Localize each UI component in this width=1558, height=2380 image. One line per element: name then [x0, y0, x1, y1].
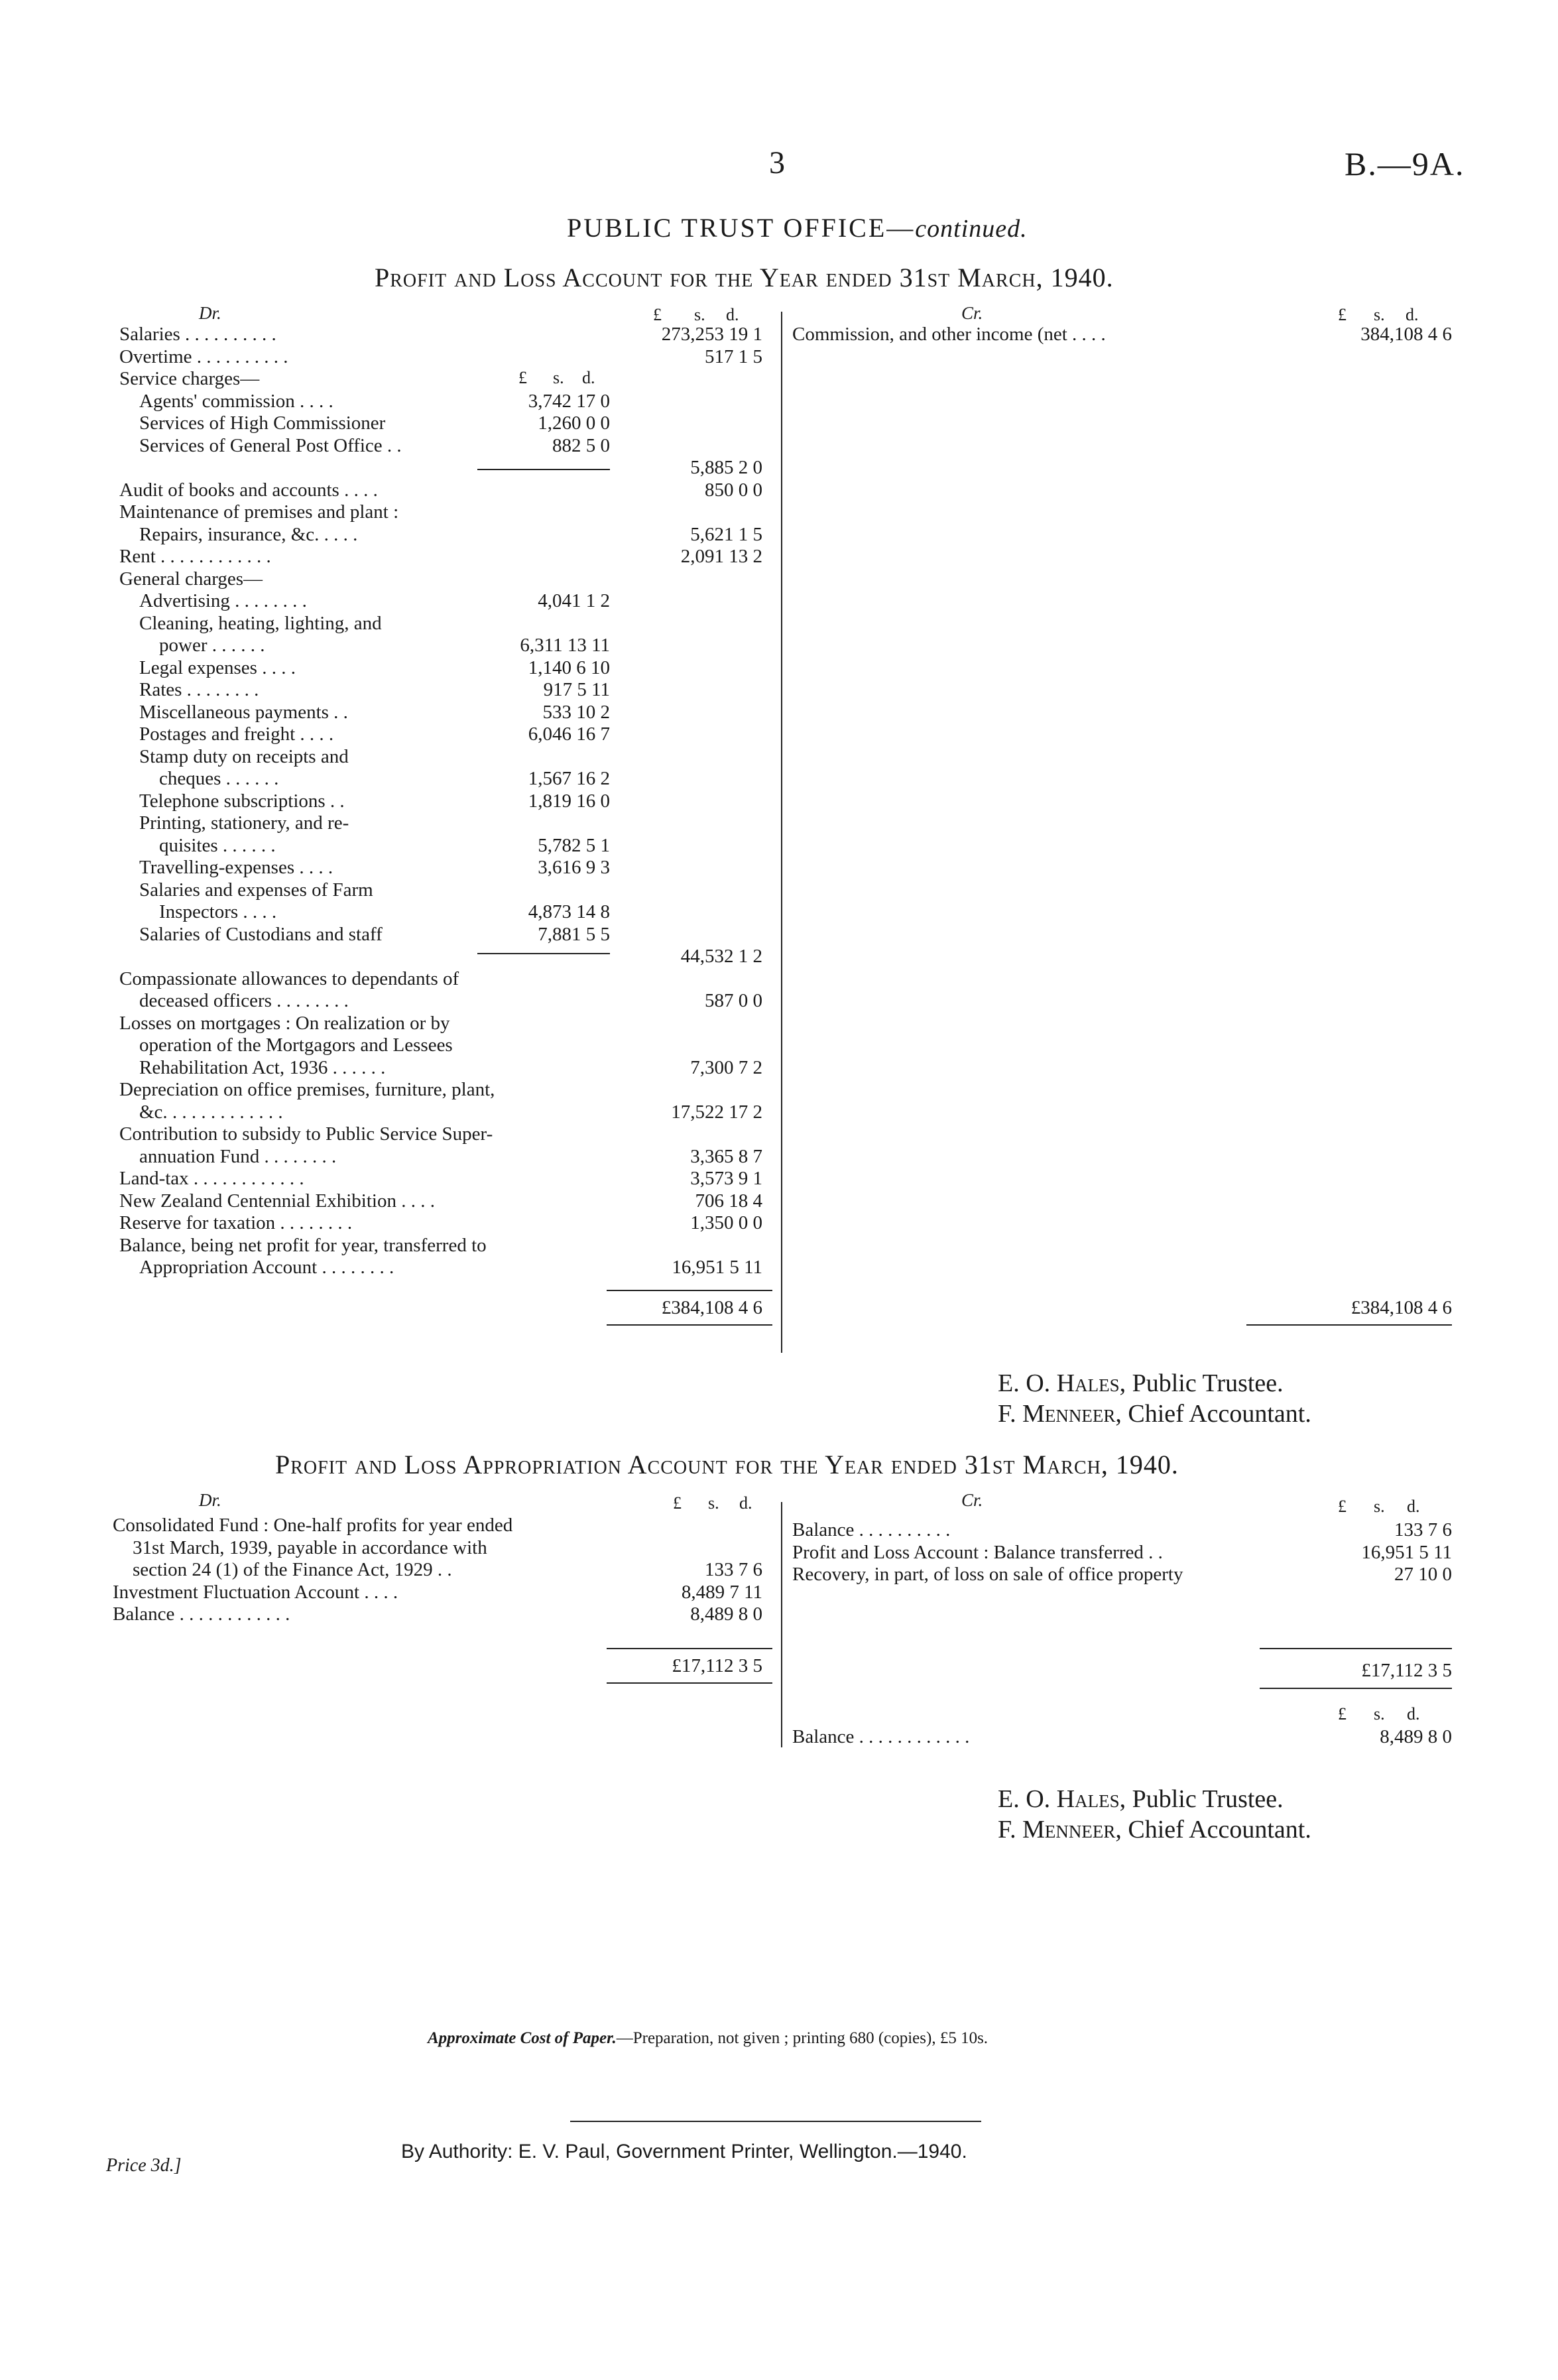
- debit-entry-label: Cleaning, heating, lighting, and: [139, 612, 382, 634]
- sub-pounds-head: £: [518, 368, 527, 387]
- debit-entry-amount: 3,573 9 1: [690, 1168, 762, 1189]
- debit-entry-label: Land-tax . . . . . . . . . . . .: [119, 1168, 304, 1189]
- ap-credit-heading: Cr.: [961, 1490, 983, 1510]
- debit-entry-amount: 7,300 7 2: [690, 1056, 762, 1078]
- debit-entry-label: Losses on mortgages : On realization or by: [119, 1012, 450, 1034]
- debit-entry-label: Services of High Commissioner: [139, 412, 386, 434]
- title-continued: continued.: [915, 215, 1028, 243]
- debit-entry-label: Salaries . . . . . . . . . .: [119, 324, 276, 345]
- cr-pence-head: d.: [1406, 305, 1419, 324]
- ap-debit-entry-label: Investment Fluctuation Account . . . .: [113, 1581, 398, 1603]
- debit-entry-label: Advertising . . . . . . . .: [139, 590, 307, 611]
- debit-entry-label: Salaries and expenses of Farm: [139, 879, 373, 901]
- debit-entry-label: deceased officers . . . . . . . .: [139, 990, 349, 1011]
- ap-credit-rule-top: [1260, 1648, 1452, 1649]
- debit-entry-subamount: 7,881 5 5: [538, 923, 610, 945]
- debit-entry-label: Agents' commission . . . .: [139, 390, 333, 412]
- sub-shillings-head: s.: [553, 368, 564, 387]
- debit-entry-label: annuation Fund . . . . . . . .: [139, 1145, 337, 1167]
- debit-entry-subamount: 4,873 14 8: [528, 901, 610, 922]
- cost-of-paper-note: [428, 2029, 988, 2048]
- debit-entry-label: Audit of books and accounts . . . .: [119, 479, 378, 501]
- debit-entry-label: Rates . . . . . . . .: [139, 679, 259, 700]
- debit-entry-subamount: 3,616 9 3: [538, 857, 610, 878]
- debit-entry-label: Appropriation Account . . . . . . . .: [139, 1257, 394, 1278]
- debit-entry-subamount: 1,567 16 2: [528, 768, 610, 789]
- debit-entry-amount: 17,522 17 2: [671, 1101, 762, 1123]
- ap-debit-entry-label: section 24 (1) of the Finance Act, 1929 . .: [133, 1559, 452, 1580]
- sub-pence-head: d.: [582, 368, 595, 387]
- profit-loss-title: Profit and Loss Account for the Year ended 31st March, 1940.: [375, 263, 1114, 292]
- debit-entry-label: Overtime . . . . . . . . . .: [119, 345, 288, 367]
- debit-entry-subamount: 917 5 11: [543, 679, 610, 700]
- col-pence-head: d.: [726, 305, 739, 324]
- debit-entry-subamount: 882 5 0: [552, 434, 610, 456]
- debit-entry-label: Contribution to subsidy to Public Service Super-: [119, 1123, 493, 1145]
- debit-entry-amount: 517 1 5: [705, 345, 762, 367]
- debit-entry-label: Maintenance of premises and plant :: [119, 501, 399, 523]
- debit-entry-label: Postages and freight . . . .: [139, 723, 334, 745]
- ap-debit-entry-label: Consolidated Fund : One-half profits for year ended: [113, 1515, 513, 1536]
- trustee-signature: E. O. Hales, Public Trustee.: [998, 1785, 1284, 1813]
- page-number: 3: [769, 145, 785, 180]
- debit-entry-label: Travelling-expenses . . . .: [139, 857, 333, 878]
- ap-credit-entry-label: Profit and Loss Account : Balance transferred . .: [792, 1541, 1163, 1563]
- debit-entry-label: operation of the Mortgagors and Lessees: [139, 1034, 453, 1056]
- debit-entry-amount: 3,365 8 7: [690, 1145, 762, 1167]
- credit-entry-amount: 384,108 4 6: [1360, 324, 1452, 345]
- debit-entry-amount: 1,350 0 0: [690, 1212, 762, 1233]
- ap-col-pounds-head: £: [673, 1493, 682, 1513]
- debit-entry-label: Services of General Post Office . .: [139, 434, 402, 456]
- cr-pounds-head: £: [1338, 305, 1347, 324]
- cost-label: Approximate Cost of Paper.: [428, 2029, 617, 2047]
- debit-entry-label: power . . . . . .: [159, 635, 265, 656]
- ap-credit-entry-amount: 16,951 5 11: [1361, 1541, 1452, 1563]
- accountant-signature: F. Menneer, Chief Accountant.: [998, 1816, 1311, 1844]
- debit-entry-amount: 44,532 1 2: [680, 946, 762, 967]
- appropriation-title: Profit and Loss Appropriation Account for the Year ended 31st March, 1940.: [275, 1450, 1179, 1479]
- ap-balance-value: 8,489 8 0: [1380, 1726, 1452, 1747]
- debit-entry-label: Balance, being net profit for year, transferred to: [119, 1234, 487, 1256]
- debit-entry-label: Depreciation on office premises, furniture, plant,: [119, 1079, 495, 1100]
- ap-credit-entry-amount: 133 7 6: [1394, 1519, 1452, 1540]
- credit-entry-label: Commission, and other income (net . . . .: [792, 324, 1106, 345]
- debit-entry-amount: 273,253 19 1: [661, 324, 762, 345]
- ap-debit-entry-amount: 133 7 6: [705, 1559, 762, 1580]
- debit-entry-subamount: 4,041 1 2: [538, 590, 610, 611]
- ap-debit-entry-amount: 8,489 8 0: [690, 1603, 762, 1625]
- ap-center-rule: [781, 1502, 782, 1747]
- debit-entry-label: Compassionate allowances to dependants of: [119, 968, 459, 989]
- debit-entry-label: Service charges—: [119, 368, 260, 389]
- ap-credit-entry-amount: 27 10 0: [1394, 1564, 1452, 1585]
- debit-entry-label: Stamp duty on receipts and: [139, 745, 349, 767]
- ap-col-shillings-head: s.: [708, 1493, 719, 1513]
- debit-entry-label: Rehabilitation Act, 1936 . . . . . .: [139, 1056, 386, 1078]
- debit-entry-label: quisites . . . . . .: [159, 834, 276, 856]
- debit-entry-amount: 706 18 4: [695, 1190, 762, 1212]
- debit-entry-label: New Zealand Centennial Exhibition . . . .: [119, 1190, 435, 1212]
- col-pounds-head: £: [653, 305, 662, 324]
- ap-bal-shillings-head: s.: [1374, 1704, 1385, 1723]
- cost-text: —Preparation, not given ; printing 680 (copies), £5 10s.: [616, 2029, 989, 2047]
- title-main: PUBLIC TRUST OFFICE—: [567, 213, 916, 243]
- ap-credit-total: £17,112 3 5: [1361, 1660, 1452, 1681]
- col-shillings-head: s.: [694, 305, 705, 324]
- debit-entry-amount: 850 0 0: [705, 479, 762, 501]
- debit-entry-label: &c. . . . . . . . . . . . .: [139, 1101, 283, 1123]
- debit-entry-subamount: 5,782 5 1: [538, 834, 610, 856]
- ap-bal-pounds-head: £: [1338, 1704, 1347, 1723]
- ap-debit-entry-label: Balance . . . . . . . . . . . .: [113, 1603, 290, 1625]
- ap-credit-entry-label: Recovery, in part, of loss on sale of office property: [792, 1564, 1183, 1585]
- ap-debit-entry-amount: 8,489 7 11: [681, 1581, 762, 1603]
- signature-block-2: [998, 1784, 1311, 1845]
- ap-bal-pence-head: d.: [1407, 1704, 1420, 1723]
- debit-grand-total: £384,108 4 6: [661, 1297, 762, 1318]
- debit-entry-subamount: 1,140 6 10: [528, 657, 610, 678]
- debit-entry-subamount: 1,819 16 0: [528, 790, 610, 812]
- document-reference: B.—9A.: [1345, 145, 1465, 182]
- credit-heading: Cr.: [961, 303, 983, 323]
- debit-entry-subamount: 533 10 2: [542, 701, 610, 723]
- ap-debit-entry-label: 31st March, 1939, payable in accordance with: [133, 1536, 487, 1558]
- debit-entry-subamount: 3,742 17 0: [528, 390, 610, 412]
- ap-credit-rule-bottom: [1260, 1688, 1452, 1689]
- ap-col-pence-head: d.: [739, 1493, 752, 1513]
- debit-entry-amount: 587 0 0: [705, 990, 762, 1011]
- ap-total-rule-bottom: [607, 1682, 772, 1684]
- debit-entry-subamount: 6,311 13 11: [520, 635, 610, 656]
- debit-entry-label: Inspectors . . . .: [159, 901, 277, 922]
- debit-entry-amount: 5,621 1 5: [690, 523, 762, 545]
- ap-debit-total: £17,112 3 5: [672, 1655, 762, 1676]
- ap-cr-pounds-head: £: [1338, 1497, 1347, 1516]
- price: Price 3d.]: [106, 2155, 182, 2176]
- ap-balance-label: Balance . . . . . . . . . . . .: [792, 1726, 970, 1747]
- cr-shillings-head: s.: [1374, 305, 1385, 324]
- credit-grand-total: £384,108 4 6: [1350, 1297, 1452, 1318]
- debit-heading: Dr.: [199, 303, 221, 323]
- debit-entry-amount: 5,885 2 0: [690, 457, 762, 478]
- trustee-signature: E. O. Hales, Public Trustee.: [998, 1369, 1284, 1397]
- debit-entry-label: General charges—: [119, 568, 263, 590]
- debit-entry-label: Reserve for taxation . . . . . . . .: [119, 1212, 353, 1233]
- ap-debit-heading: Dr.: [199, 1490, 221, 1510]
- debit-entry-label: cheques . . . . . .: [159, 768, 279, 789]
- ap-total-rule-top: [607, 1648, 772, 1649]
- debit-entry-subamount: 6,046 16 7: [528, 723, 610, 745]
- debit-entry-amount: 2,091 13 2: [680, 546, 762, 567]
- ap-cr-shillings-head: s.: [1374, 1497, 1385, 1516]
- debit-entry-subamount: 1,260 0 0: [538, 412, 610, 434]
- authority-rule: [570, 2121, 981, 2122]
- debit-entry-label: Salaries of Custodians and staff: [139, 923, 383, 945]
- debit-entry-label: Legal expenses . . . .: [139, 657, 296, 678]
- ap-credit-entry-label: Balance . . . . . . . . . .: [792, 1519, 951, 1540]
- debit-entry-label: Telephone subscriptions . .: [139, 790, 345, 812]
- debit-entry-label: Miscellaneous payments . .: [139, 701, 348, 723]
- printer-authority: By Authority: E. V. Paul, Government Printer, Wellington.—1940.: [401, 2141, 967, 2162]
- debit-entry-amount: 16,951 5 11: [672, 1257, 762, 1278]
- ap-cr-pence-head: d.: [1407, 1497, 1420, 1516]
- debit-entry-label: Printing, stationery, and re-: [139, 812, 349, 834]
- debit-entry-label: Repairs, insurance, &c. . . . .: [139, 523, 358, 545]
- debit-entry-label: Rent . . . . . . . . . . . .: [119, 546, 271, 567]
- accountant-signature: F. Menneer, Chief Accountant.: [998, 1400, 1311, 1428]
